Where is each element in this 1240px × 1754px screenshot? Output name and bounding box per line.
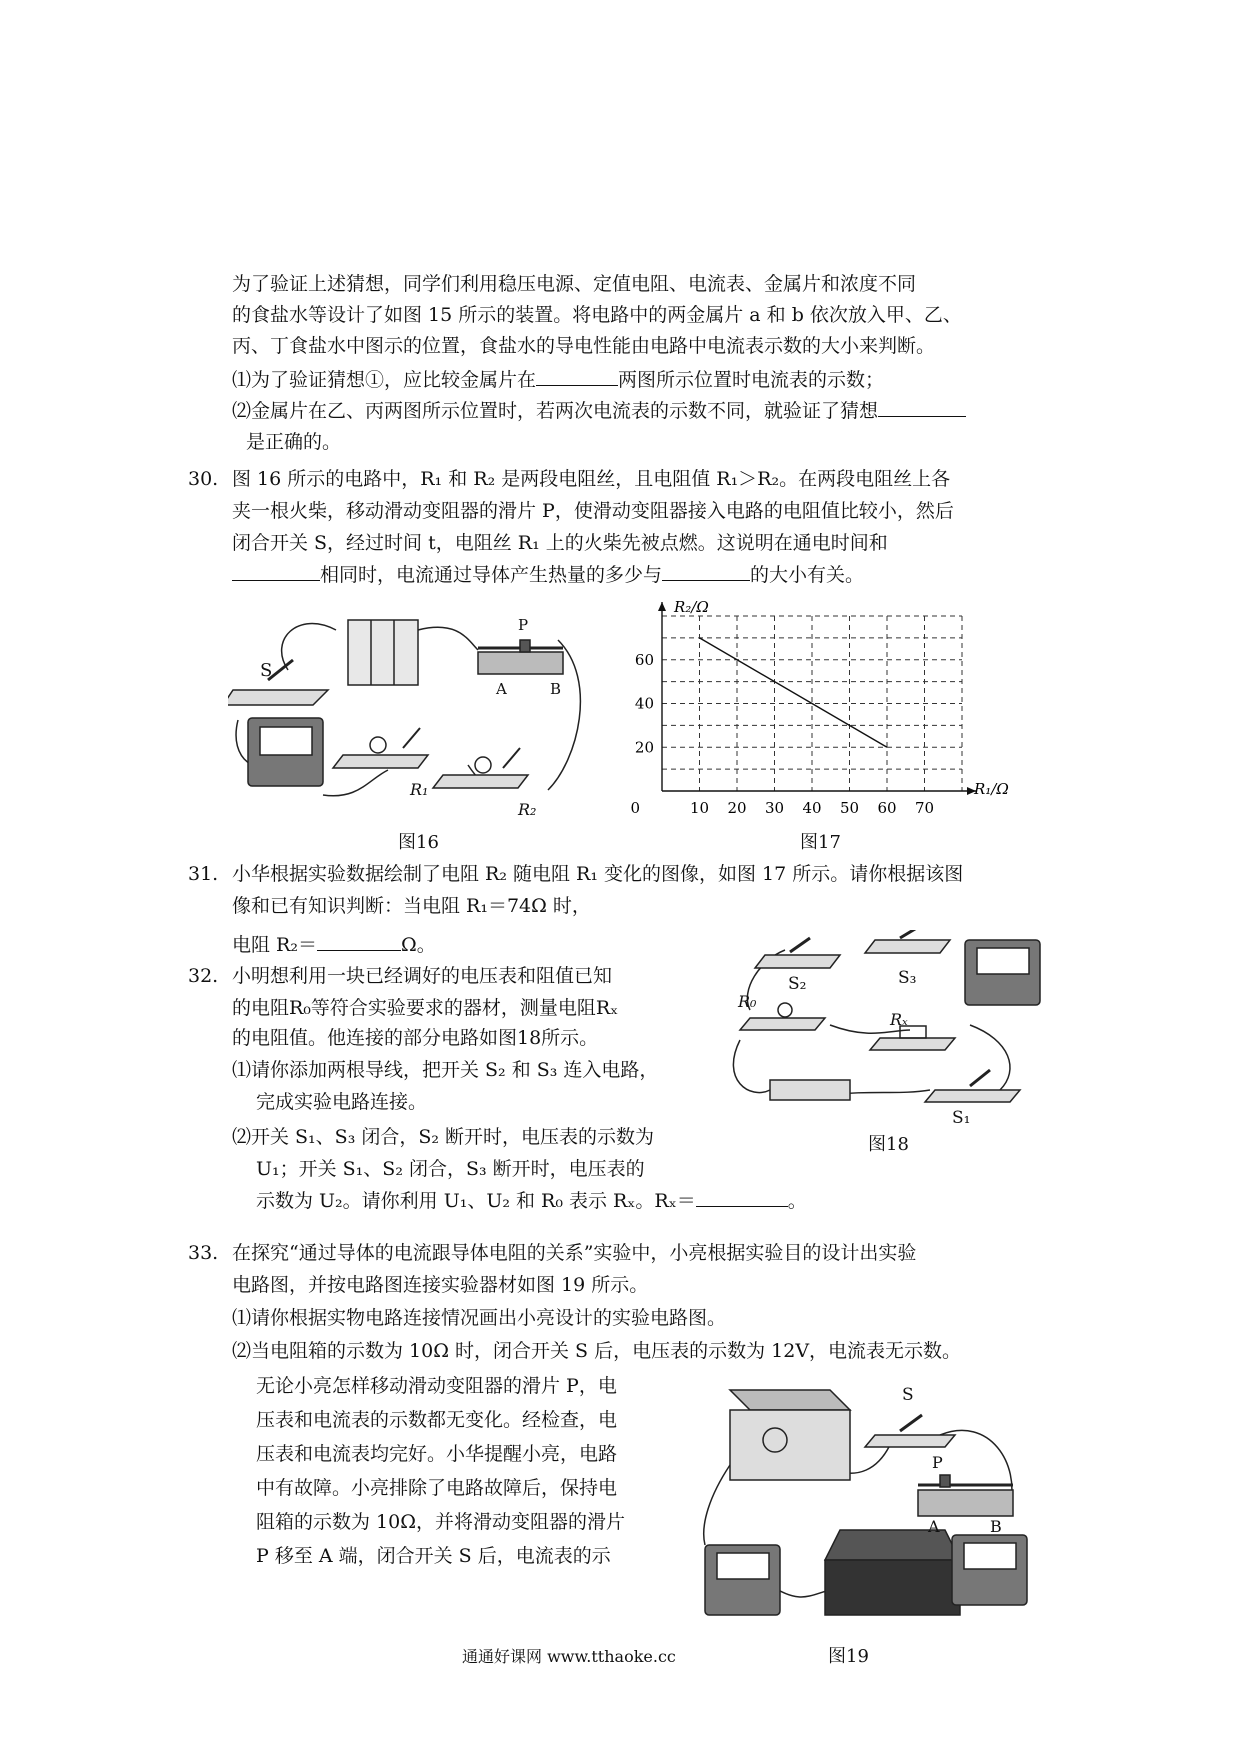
label-r2: R₂ [518, 800, 537, 819]
q33-line-7: 压表和电流表均完好。小华提醒小亮，电路 [256, 1443, 618, 1465]
label-s: S [260, 660, 273, 681]
q32-line-5: 完成实验电路连接。 [256, 1091, 428, 1113]
q32-line-4: ⑴请你添加两根导线，把开关 S₂ 和 S₃ 连入电路， [232, 1059, 659, 1081]
q33-line-10: P 移至 A 端，闭合开关 S 后，电流表的示 [256, 1545, 611, 1567]
q32-number: 32. [188, 965, 219, 987]
figure-17-chart [612, 596, 1022, 826]
answer-blank[interactable] [232, 562, 320, 581]
q31-line-1: 小华根据实验数据绘制了电阻 R₂ 随电阻 R₁ 变化的图像，如图 17 所示。请你根据该图 [232, 863, 964, 885]
x-tick-label: 30 [764, 799, 785, 817]
x-tick-label: 60 [877, 799, 897, 817]
label-a: A [928, 1517, 940, 1536]
figure-18 [730, 930, 1060, 1130]
q32-line-3: 的电阻值。他连接的部分电路如图18所示。 [232, 1027, 599, 1049]
chart-series [700, 638, 888, 747]
answer-blank[interactable] [317, 932, 401, 951]
q33-line-8: 中有故障。小亮排除了电路故障后，保持电 [256, 1477, 618, 1499]
q31-line-3-end: Ω。 [400, 934, 436, 956]
q33-line-3: ⑴请你根据实物电路连接情况画出小亮设计的实验电路图。 [232, 1307, 727, 1329]
q31-number: 31. [188, 863, 219, 885]
q30-line-2: 夹一根火柴，移动滑动变阻器的滑片 P，使滑动变阻器接入电路的电阻值比较小，然后 [232, 500, 954, 522]
q30-line-3: 闭合开关 S，经过时间 t，电阻丝 R₁ 上的火柴先被点燃。这说明在通电时间和 [232, 532, 888, 554]
label-s1: S₁ [952, 1108, 971, 1128]
q33-line-1: 在探究“通过导体的电流跟导体电阻的关系”实验中，小亮根据实验目的设计出实验 [232, 1242, 917, 1264]
label-s: S [902, 1385, 914, 1405]
intro-q2-text-a: ⑵金属片在乙、丙两图所示位置时，若两次电流表的示数不同，就验证了猜想 [232, 400, 879, 422]
answer-blank[interactable] [536, 367, 618, 386]
q33-line-4: ⑵当电阻箱的示数为 10Ω 时，闭合开关 S 后，电压表的示数为 12V，电流表无示数。 [232, 1340, 962, 1362]
y-tick-label: 60 [634, 650, 654, 669]
q32-line-1: 小明想利用一块已经调好的电压表和阻值已知 [232, 965, 613, 987]
q32-line-7: U₁；开关 S₁、S₂ 闭合，S₃ 断开时，电压表的 [256, 1158, 645, 1180]
intro-line-3: 丙、丁食盐水中图示的位置，食盐水的导电性能由电路中电流表示数的大小来判断。 [232, 335, 936, 357]
chart-ticks [630, 651, 934, 817]
figure-17-caption: 图17 [800, 832, 841, 853]
q31-line-3-text: 电阻 R₂＝ [232, 934, 317, 956]
circuit-18-drawing [730, 930, 1060, 1130]
intro-question-2 [232, 398, 966, 423]
intro-question-2-cont: 是正确的。 [246, 431, 342, 453]
intro-question-1 [232, 367, 884, 392]
chart-ylabel: R₂/Ω [674, 598, 709, 616]
q30-number: 30. [188, 468, 219, 490]
label-p: P [932, 1453, 943, 1472]
q32-line-2: 的电阻R₀等符合实验要求的器材，测量电阻Rₓ [232, 997, 619, 1019]
q30-line-4-text: 相同时，电流通过导体产生热量的多少与 [320, 564, 663, 586]
chart-axes [658, 602, 976, 795]
figure-16-caption: 图16 [398, 832, 439, 853]
q33-line-5: 无论小亮怎样移动滑动变阻器的滑片 P，电 [256, 1375, 617, 1397]
label-r0: R₀ [738, 992, 757, 1011]
circuit-19-drawing [690, 1385, 1040, 1630]
y-tick-label: 40 [634, 694, 654, 713]
intro-line-2: 的食盐水等设计了如图 15 所示的装置。将电路中的两金属片 a 和 b 依次放入甲、乙、 [232, 304, 962, 326]
chart-xlabel: R₁/Ω [974, 780, 1009, 798]
q33-line-9: 阻箱的示数为 10Ω，并将滑动变阻器的滑片 [256, 1511, 625, 1533]
q33-line-2: 电路图，并按电路图连接实验器材如图 19 所示。 [232, 1274, 649, 1296]
q30-line-4-end: 的大小有关。 [750, 564, 865, 586]
answer-blank[interactable] [696, 1188, 788, 1207]
label-s2: S₂ [788, 974, 807, 994]
label-p: P [518, 616, 529, 634]
series-line [700, 638, 888, 747]
q32-line-8 [256, 1188, 807, 1213]
figure-19 [690, 1385, 1040, 1630]
q33-number: 33. [188, 1242, 219, 1264]
answer-blank[interactable] [662, 562, 750, 581]
figure-19-caption: 图19 [828, 1646, 869, 1667]
intro-line-1: 为了验证上述猜想，同学们利用稳压电源、定值电阻、电流表、金属片和浓度不同 [232, 273, 917, 295]
y-tick-label: 20 [634, 738, 654, 757]
q33-line-6: 压表和电流表的示数都无变化。经检查，电 [256, 1409, 618, 1431]
figure-18-caption: 图18 [868, 1134, 909, 1155]
x-tick-label: 40 [802, 799, 822, 817]
chart-17-svg [612, 596, 1022, 826]
label-b: B [550, 680, 562, 698]
x-tick-label: 20 [727, 799, 747, 817]
q31-line-2: 像和已有知识判断：当电阻 R₁＝74Ω 时， [232, 895, 591, 917]
x-tick-label: 10 [689, 799, 710, 817]
y-axis-arrow [658, 602, 666, 611]
label-r1: R₁ [410, 780, 429, 799]
footer-watermark: 通通好课网 www.tthaoke.cc [462, 1647, 676, 1666]
label-s3: S₃ [898, 968, 917, 988]
x-tick-label: 50 [839, 799, 860, 817]
y-tick-label: 0 [630, 799, 640, 817]
intro-q1-text-b: 两图所示位置时电流表的示数； [618, 369, 885, 391]
q32-line-6: ⑵开关 S₁、S₃ 闭合，S₂ 断开时，电压表的示数为 [232, 1126, 655, 1148]
q30-line-1: 图 16 所示的电路中，R₁ 和 R₂ 是两段电阻丝，且电阻值 R₁＞R₂。在两段电阻丝上各 [232, 468, 951, 490]
x-tick-label: 70 [914, 799, 935, 817]
answer-blank[interactable] [878, 398, 966, 417]
q30-line-4 [232, 562, 864, 587]
intro-q1-text-a: ⑴为了验证猜想①，应比较金属片在 [232, 369, 537, 391]
label-b: B [990, 1517, 1002, 1536]
q32-line-8-end: 。 [787, 1190, 807, 1212]
q32-line-8-text: 示数为 U₂。请你利用 U₁、U₂ 和 R₀ 表示 Rₓ。Rₓ＝ [256, 1190, 696, 1212]
figure-16 [228, 600, 608, 820]
label-rx: Rₓ [890, 1010, 908, 1029]
label-a: A [496, 680, 507, 698]
q31-line-3 [232, 932, 436, 957]
